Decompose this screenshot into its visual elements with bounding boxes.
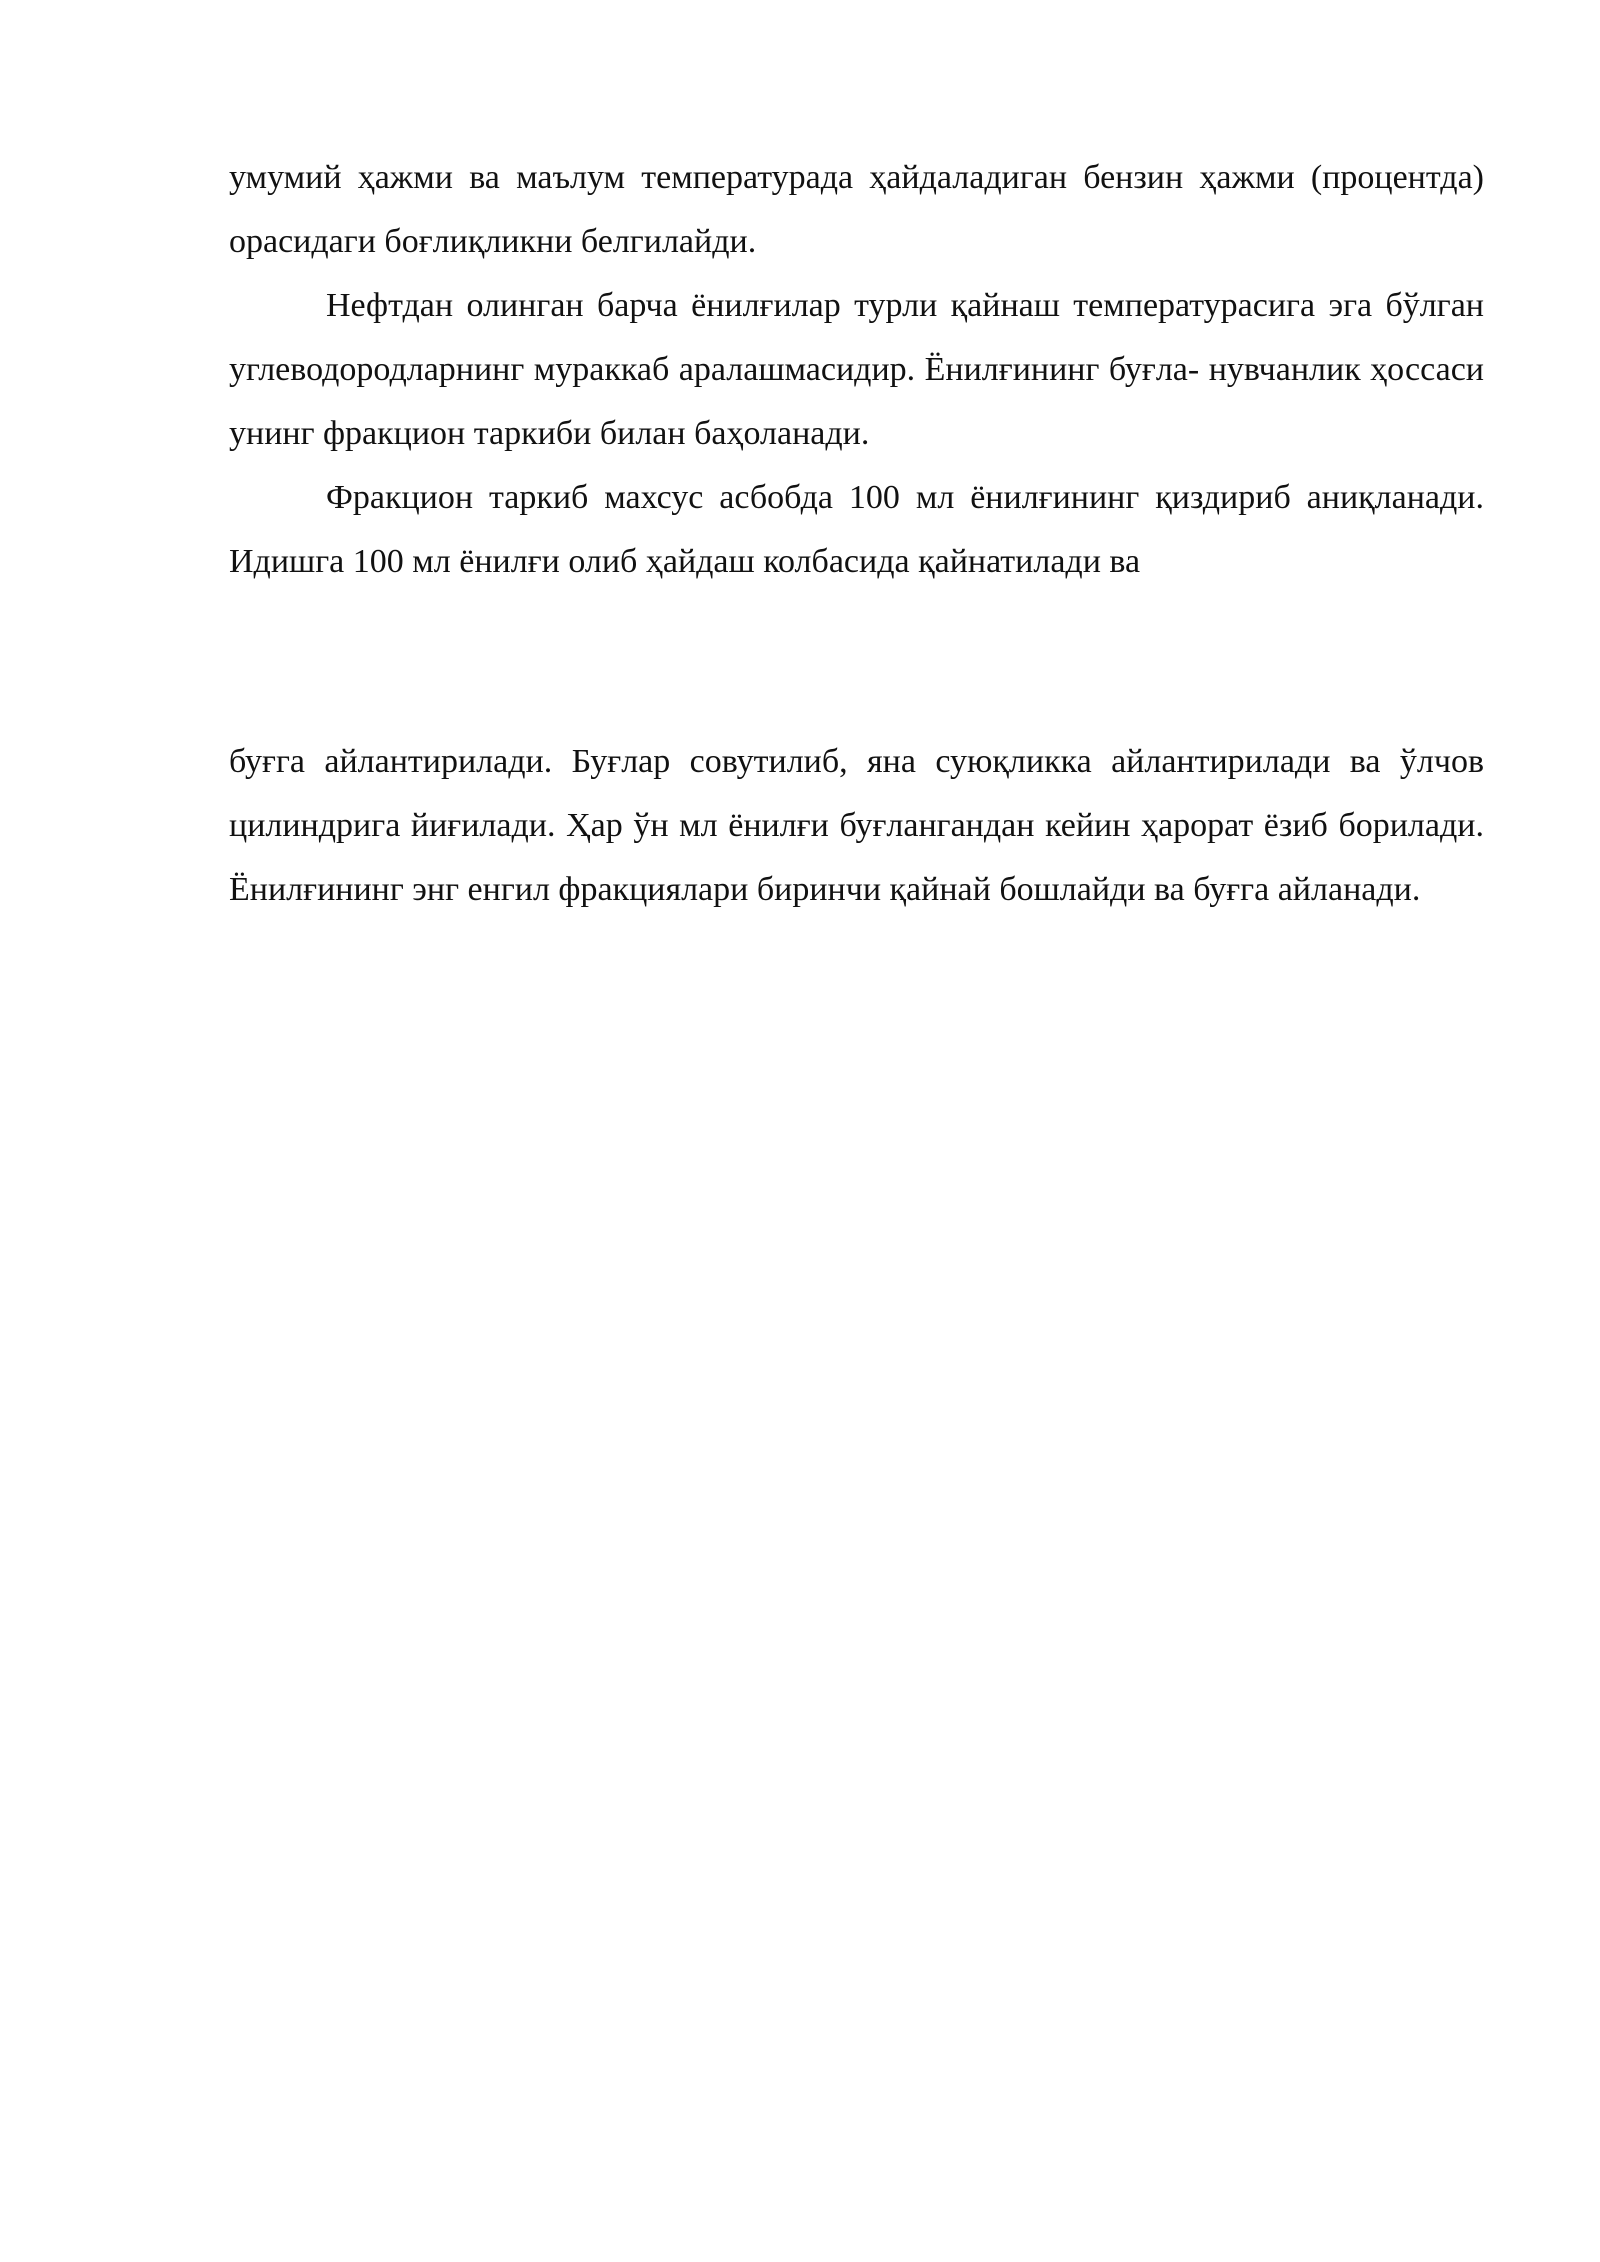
paragraph-continuation: умумий ҳажми ва маълум температурада ҳайдаладиган бензин ҳажми (процентда) орасидаги боғлиқликни белгилайди. — [229, 159, 1484, 260]
paragraph-vaporization: буғга айлантирилади. Буғлар совутилиб, яна суюқликка айлантирилади ва ўлчов цилиндрига йиғилади. Ҳар ўн мл ёнилғи буғлангандан кейин ҳарорат ёзиб борилади. Ёнилғининг энг енгил фракциялари биринчи қайнай бошлайди ва буғга айланади. — [229, 743, 1484, 908]
text-block-lower — [229, 730, 1484, 922]
paragraph-fractional-test: Фракцион таркиб махсус асбобда 100 мл ёнилғининг қиздириб аниқланади. Идишга 100 мл ёнилғи олиб ҳайдаш колбасида қайнатилади ва — [229, 479, 1484, 580]
paragraph-fuel-composition: Нефтдан олинган барча ёнилғилар турли қайнаш температурасига эга бўлган углеводородларнинг мураккаб аралашмасидир. Ёнилғининг буғла- нувчанлик ҳоссаси унинг фракцион таркиби билан баҳоланади. — [229, 287, 1484, 452]
text-block-upper — [229, 146, 1484, 594]
